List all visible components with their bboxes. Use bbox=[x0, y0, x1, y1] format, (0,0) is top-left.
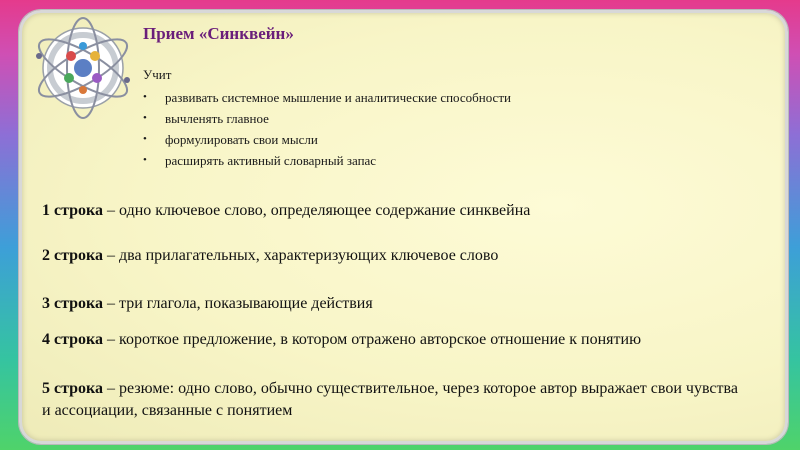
intro-text: Учит bbox=[143, 67, 172, 82]
line-2-description bbox=[42, 245, 742, 267]
line-3-description bbox=[42, 293, 742, 315]
bullet-icon: • bbox=[143, 91, 147, 103]
line-4-description bbox=[42, 329, 742, 351]
list-item-text: расширять активный словарный запас bbox=[165, 153, 377, 168]
bullet-icon: • bbox=[143, 112, 147, 124]
line-text: – одно ключевое слово, определяющее содержание синквейна bbox=[103, 202, 531, 219]
line-label: 3 строка bbox=[42, 295, 104, 312]
line-1-description bbox=[42, 200, 742, 222]
list-item-text: вычленять главное bbox=[165, 111, 269, 126]
line-text: – резюме: одно слово, обычно существительное, через которое автор выражает свои чувства и ассоциации, связанные с понятием bbox=[42, 380, 738, 419]
list-item-text: формулировать свои мысли bbox=[165, 132, 318, 147]
bullet-icon: • bbox=[143, 154, 147, 166]
line-text: – три глагола, показывающие действия bbox=[103, 295, 373, 312]
list-item-text: развивать системное мышление и аналитические способности bbox=[165, 90, 511, 105]
list-item bbox=[143, 89, 511, 110]
line-label: 2 строка bbox=[42, 247, 104, 264]
line-label: 1 строка bbox=[42, 202, 104, 219]
line-text: – короткое предложение, в котором отражено авторское отношение к понятию bbox=[103, 331, 642, 348]
atom-emblem-icon bbox=[31, 16, 135, 120]
line-text: – два прилагательных, характеризующих ключевое слово bbox=[103, 247, 499, 264]
list-item bbox=[143, 110, 511, 131]
line-label: 4 строка bbox=[42, 331, 104, 348]
list-item bbox=[143, 131, 511, 152]
slide-title: Прием «Синквейн» bbox=[143, 24, 294, 43]
list-item bbox=[143, 152, 511, 173]
line-5-description bbox=[42, 378, 742, 422]
bullet-icon: • bbox=[143, 133, 147, 145]
line-label: 5 строка bbox=[42, 380, 104, 397]
skills-list bbox=[143, 89, 511, 173]
